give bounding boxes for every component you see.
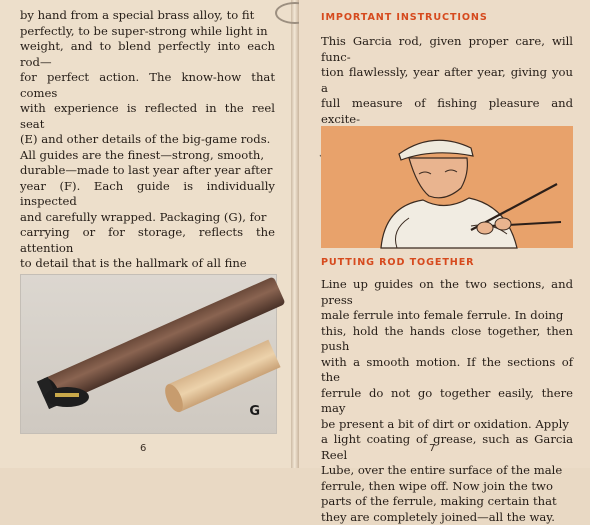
text-line: weight, and to blend perfectly into each rod— xyxy=(20,39,275,70)
text-line: (E) and other details of the big-game rods. xyxy=(20,132,275,148)
text-line: year (F). Each guide is individually inspected xyxy=(20,179,275,210)
right-page xyxy=(299,0,590,468)
text-line: perfectly, to be super-strong while light in xyxy=(20,24,275,40)
text-line: ferrule do not go together easily, there may xyxy=(321,386,573,417)
page-number-right: 7 xyxy=(429,443,435,454)
instructions-paragraph xyxy=(321,277,573,525)
text-line: All guides are the finest—strong, smooth, xyxy=(20,148,275,164)
text-line: durable—made to last year after year after xyxy=(20,163,275,179)
text-line: this, hold the hands close together, then push xyxy=(321,324,573,355)
text-line: be present a bit of dirt or oxidation. Apply xyxy=(321,417,573,433)
text-line: full measure of fishing pleasure and excite- xyxy=(321,96,573,127)
text-line: male ferrule into female ferrule. In doing xyxy=(321,308,573,324)
text-line: ferrule, then wipe off. Now join the two xyxy=(321,479,573,495)
page-number-left: 6 xyxy=(140,443,146,454)
text-line: and carefully wrapped. Packaging (G), for xyxy=(20,210,275,226)
left-page xyxy=(0,0,291,468)
photo-label-g: G xyxy=(249,404,260,419)
rod-tube-illustration xyxy=(21,275,276,433)
text-line: with experience is reflected in the reel seat xyxy=(20,101,275,132)
heading-important-instructions: IMPORTANT INSTRUCTIONS xyxy=(321,12,571,23)
angler-with-rod-drawing xyxy=(321,126,573,248)
text-line: parts of the ferrule, making certain that xyxy=(321,494,573,510)
text-line: Lube, over the entire surface of the male xyxy=(321,463,573,479)
text-line: for perfect action. The know-how that comes xyxy=(20,70,275,101)
text-line: they are completely joined—all the way. xyxy=(321,510,573,525)
heading-putting-rod-together: PUTTING ROD TOGETHER xyxy=(321,257,571,268)
text-line: This Garcia rod, given proper care, will func- xyxy=(321,34,573,65)
text-line: with a smooth motion. If the sections of the xyxy=(321,355,573,386)
binding-gutter xyxy=(291,0,299,468)
rod-case-photo xyxy=(20,274,277,434)
text-line: a light coating of grease, such as Garcia Reel xyxy=(321,432,573,463)
text-line: Line up guides on the two sections, and press xyxy=(321,277,573,308)
angler-illustration xyxy=(321,126,573,248)
text-line: tion flawlessly, year after year, giving you a xyxy=(321,65,573,96)
text-line: by hand from a special brass alloy, to fit xyxy=(20,8,275,24)
text-line: carrying or for storage, reflects the attention xyxy=(20,225,275,256)
text-line: to detail that is the hallmark of all fine xyxy=(20,256,275,272)
